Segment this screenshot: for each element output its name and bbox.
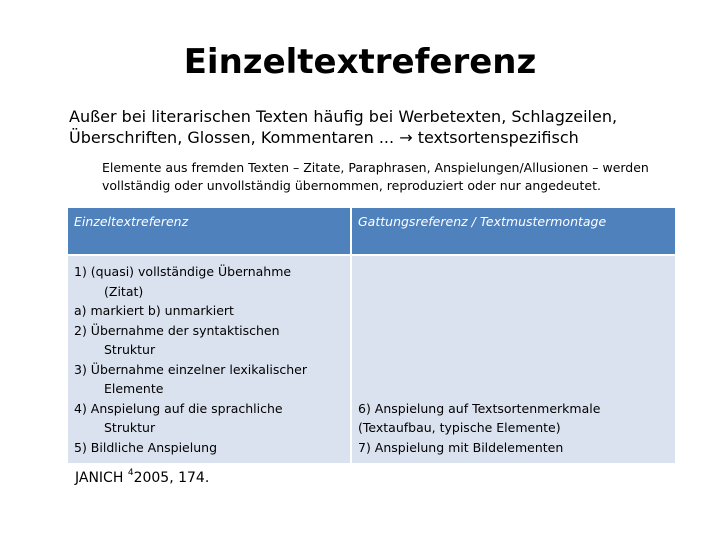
list-item: Elemente (104, 381, 164, 396)
list-item: 4) Anspielung auf die sprachliche (74, 400, 283, 416)
list-item: 7) Anspielung mit Bildelementen (358, 439, 564, 455)
table-row (68, 255, 675, 463)
header-einzeltextreferenz: Einzeltextreferenz (68, 208, 351, 255)
intro-line-2b: textsortenspezifisch (417, 128, 579, 147)
arrow-right-icon: → (399, 128, 413, 147)
list-item: a) markiert b) unmarkiert (74, 303, 234, 318)
right-cell (351, 255, 675, 463)
citation-edition: 4 (127, 468, 134, 478)
intro-line-2a: Überschriften, Glossen, Kommentaren ... (69, 128, 395, 147)
list-item: 5) Bildliche Anspielung (74, 439, 217, 455)
source-citation (75, 468, 209, 486)
list-item: 1) (quasi) vollständige Übernahme (74, 264, 292, 279)
left-cell (68, 255, 351, 463)
left-list (74, 262, 344, 457)
citation-author: JANICH (75, 470, 124, 486)
sub-line-1: Elemente aus fremden Texten – Zitate, Paraphrasen, Anspielungen/Allusionen – werden (102, 160, 649, 175)
list-item: 2) Übernahme der syntaktischen (74, 322, 280, 338)
intro-line-1: Außer bei literarischen Texten häufig bei Werbetexten, Schlagzeilen, (69, 107, 618, 126)
list-item: 6) Anspielung auf Textsortenmerkmale (358, 400, 601, 416)
list-item: (Zitat) (104, 283, 144, 299)
right-list (358, 399, 669, 458)
sub-text (102, 159, 692, 195)
slide-title: Einzeltextreferenz (183, 42, 537, 82)
sub-line-2: vollständig oder unvollständig übernommen, reproduziert oder nur angedeutet. (102, 178, 601, 193)
list-item: Struktur (104, 420, 156, 435)
header-gattungsreferenz: Gattungsreferenz / Textmustermontage (351, 208, 675, 255)
citation-rest: 2005, 174. (133, 470, 210, 486)
intro-text (69, 106, 689, 148)
list-item: Struktur (104, 342, 156, 357)
list-item: (Textaufbau, typische Elemente) (358, 420, 561, 435)
reference-table (68, 208, 675, 463)
table-header-row (68, 208, 675, 255)
list-item: 3) Übernahme einzelner lexikalischer (74, 361, 307, 377)
